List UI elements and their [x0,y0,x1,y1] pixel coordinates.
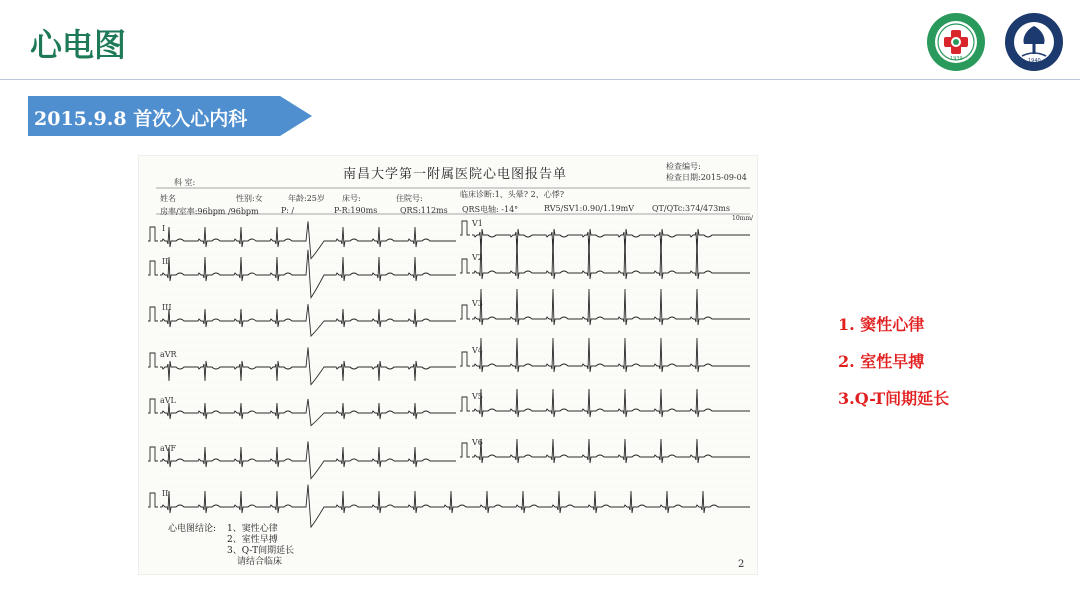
header-divider [0,79,1080,80]
conclusion-item: 2、室性早搏 [227,535,278,545]
trace-ii [160,250,456,298]
report-age: 年龄:25岁 [288,194,325,203]
report-name: 姓名 [160,194,176,203]
calibration-pulse [460,305,470,319]
trace-ii-rhythm [160,485,750,528]
conclusion-item: 1、窦性心律 [227,524,278,534]
report-qt: QT/QTc:374/473ms [652,204,730,213]
banner-date: 2015.9.8 [34,108,127,130]
report-speed: 10mm/ [732,215,754,222]
report-qrs: QRS:112ms [400,206,448,215]
findings-list [838,315,1038,426]
lead-label-i: I [162,224,166,233]
report-check-date: 检查日期:2015-09-04 [666,173,747,182]
university-logo [1004,12,1064,72]
trace-v3 [472,289,750,325]
trace-v6 [472,439,750,463]
university-logo-year: 1940 [1028,58,1041,64]
banner-label [34,104,247,131]
trace-iii [160,304,456,336]
lead-label-ii: II [162,257,169,266]
conclusion-item: 3、Q-T间期延长 [227,546,295,556]
report-rate: 房率/室率:96bpm /96bpm [160,207,259,216]
report-qrs-axis: QRS电轴: -14° [462,205,519,214]
calibration-pulse [148,447,158,461]
conclusion-label: 心电图结论: [168,524,217,534]
hospital-logo [926,12,986,72]
lead-label-v3: V3 [472,299,483,308]
finding-item: 3.Q-T间期延长 [838,389,950,408]
lead-label-v2: V2 [472,253,483,262]
report-conclusion [168,524,295,567]
lead-label-iii: III [162,303,172,312]
lead-label-v5: V5 [472,392,483,401]
trace-v1 [472,229,750,253]
report-admission: 住院号: [396,194,423,203]
trace-avl [160,399,456,426]
page-title: 心电图 [30,26,127,64]
calibration-pulse [148,399,158,413]
lead-label-v6: V6 [472,438,483,447]
report-department: 科 室: [174,178,196,187]
banner-text: 首次入心内科 [133,108,248,130]
ecg-traces [138,155,758,575]
ecg-report-image [138,155,758,575]
lead-label-v4: V4 [472,346,483,355]
lead-label-ii-rhythm: II [162,489,169,498]
lead-label-avl: aVL [160,396,176,405]
lead-label-avf: aVF [160,444,177,453]
section-banner [28,96,312,136]
report-pr: P-R:190ms [334,206,378,215]
conclusion-item: 请结合临床 [237,557,283,567]
report-rv5: RV5/SV1:0.90/1.19mV [544,204,635,213]
report-bed: 床号: [342,194,361,203]
trace-v2 [472,239,750,279]
lead-label-avr: aVR [160,350,177,359]
report-sex: 性别:女 [236,194,263,203]
report-p: P: / [281,206,295,215]
report-title: 南昌大学第一附属医院心电图报告单 [343,167,568,182]
lead-label-v1: V1 [472,219,483,228]
hospital-logo-year: 1939 [950,56,963,62]
trace-v5 [472,389,750,417]
calibration-pulse [148,353,158,367]
report-page-mark: 2 [738,559,745,570]
report-check-no: 检查编号: [666,162,701,171]
finding-item: 2. 室性早搏 [838,352,925,371]
finding-item: 1. 窦性心律 [838,315,925,334]
trace-avr [160,347,456,384]
report-diagnosis: 临床诊断:1、头晕? 2、心悸? [460,190,564,199]
